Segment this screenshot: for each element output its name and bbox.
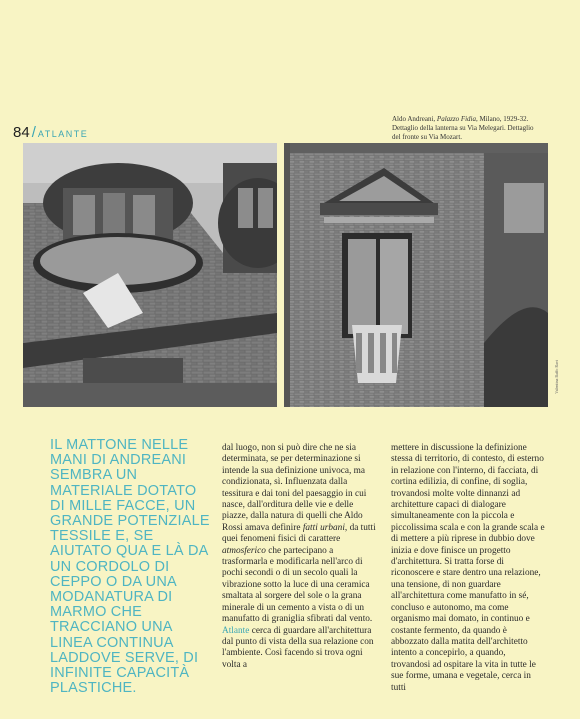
col1-atlante-highlight: Atlante <box>222 625 250 636</box>
folio-slash: / <box>31 124 36 141</box>
col1-text-c: , da tutti quei fenomeni fisici di carattere <box>222 522 376 545</box>
col1-text-g: cerca di guardare all'architettura dal punto di vista della sua relazione con l'ambiente. Così facendo si trova ogni volta a <box>222 625 374 670</box>
section-name: ATLANTE <box>37 129 89 139</box>
photo-facade-detail <box>284 143 548 407</box>
body-column-2 <box>391 443 546 694</box>
page-number: 84 <box>13 124 30 141</box>
photo-caption <box>392 115 542 142</box>
col1-atmosferico: atmosferico <box>222 545 266 556</box>
col1-fatti-urbani: fatti urbani <box>302 522 345 533</box>
pull-quote: IL MATTONE NELLE MANI DI ANDREANI SEMBRA UN MATERIALE DOTATO DI MILLE FACCE, UN GRANDE POTENZIALE TESSILE E, SE AIUTATO QUA E LÀ DA UN CORDOLO DI CEPPO O DA UNA MODANATURA DI MARMO CHE TRACCIANO UNA LINEA CONTINUA LADDOVE SERVE, DI INFINITE CAPACITÀ PLASTICHE. <box>50 437 210 697</box>
caption-details: , Milano, 1929-32. Dettaglio della lanterna su Via Melegari. Dettaglio del fronte su Via Mozart. <box>392 115 534 141</box>
caption-author: Aldo Andreani, <box>392 115 436 123</box>
photo-credit: Valentina Baffo Ravi <box>554 360 559 394</box>
page-folio <box>13 124 88 142</box>
col1-text-e: che partecipano a trasformarla e modificarla nell'arco di pochi secondi o di un secolo quali la vibrazione sotto la luce di una ceramica smaltata al sorgere del sole o la grana minerale di un cemento a vista o di un manufatto di graniglia sfibrati dal vento. <box>222 545 373 625</box>
column-1-text <box>222 443 377 671</box>
caption-work-title: Palazzo Fidia <box>436 115 477 123</box>
col1-text-a: dal luogo, non si può dire che ne sia determinata, se per determinazione si intende la sua definizione univoca, ma condizionata, sì. Influenzata dalla tessitura e dai toni del paesaggio in cui nasce, dall'orditura delle vie e delle piazze, dalla natura di quelli che Aldo Rossi amava definire <box>222 443 367 533</box>
photo-lantern-detail <box>23 143 277 407</box>
column-2-text: mettere in discussione la definizione stessa di territorio, di contesto, di esterno in relazione con l'interno, di facciata, di cortina edilizia, di confine, di soglia, trovandosi molte volte dinnanzi ad architetture capaci di dialogare simultaneamente con la piccola e piccolissima scala e con la grande scala e di mettere a più riprese in dubbio dove inizia e dove finisce un progetto d'architettura. Si tratta forse di riconoscere e stare dentro una relazione, una tensione, di non guardare all'architettura come manufatto in sé, concluso e autonomo, ma come organismo mai domato, in continuo e costante fermento, da quando è abbozzato dalla matita dell'architetto intento a concepirlo, a quando, trovandosi ad ospitare la vita in tutte le sue forme, umana e vegetale, cerca in tutti <box>391 443 545 693</box>
body-column-1 <box>222 443 377 671</box>
